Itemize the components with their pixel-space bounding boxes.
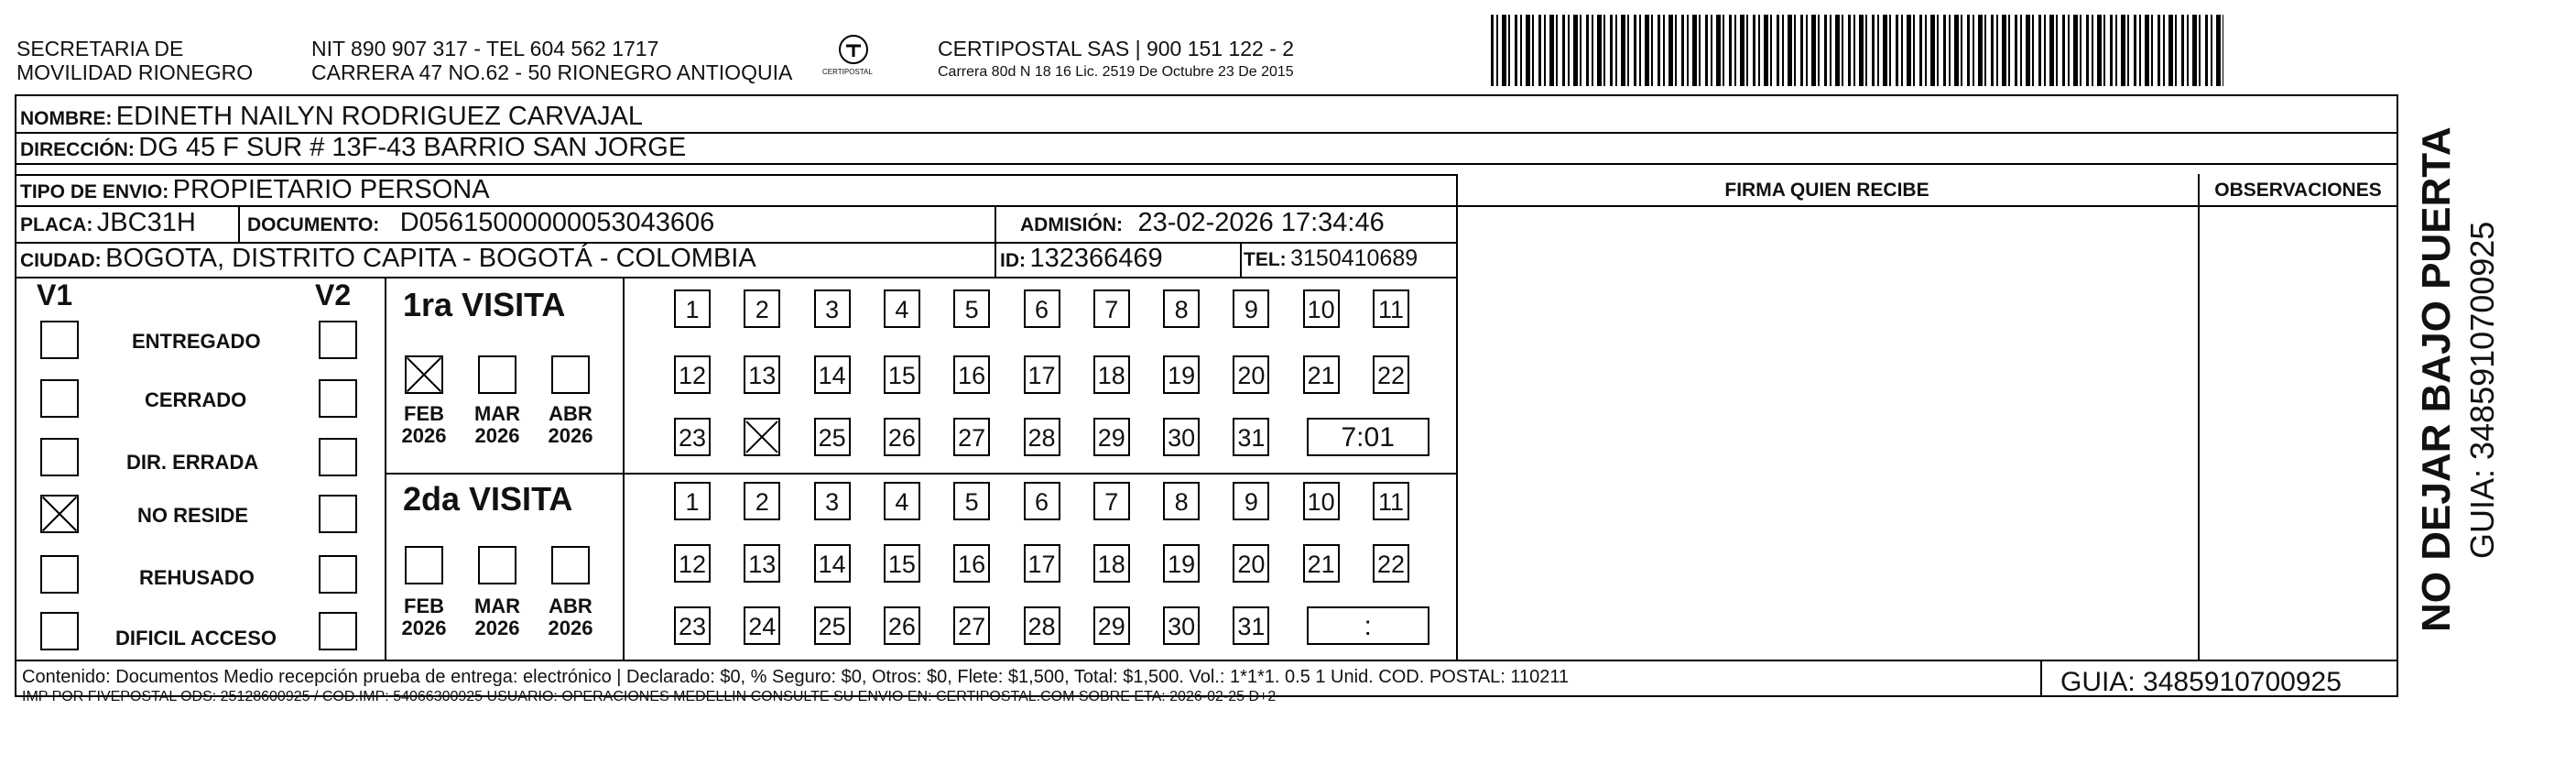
firma-area[interactable] [1458,207,2196,658]
visit1-feb-checkbox[interactable] [405,355,443,394]
visit2-day-20[interactable]: 20 [1233,544,1269,583]
visit2-abr-checkbox[interactable] [551,546,590,584]
address-line: CARRERA 47 NO.62 - 50 RIONEGRO ANTIOQUIA [311,60,793,84]
visit2-day-12[interactable]: 12 [674,544,711,583]
visit2-day-27[interactable]: 27 [953,606,990,645]
observaciones-area[interactable] [2200,207,2397,658]
visit2-day-4[interactable]: 4 [884,482,920,520]
v1-dificil-acceso-checkbox[interactable] [40,612,79,650]
status-dificil-acceso: DIFICIL ACCESO [115,627,277,649]
visit2-day-19[interactable]: 19 [1163,544,1200,583]
visit2-day-1[interactable]: 1 [674,482,711,520]
visit1-day-22[interactable]: 22 [1373,355,1409,394]
v2-cerrado-checkbox[interactable] [319,379,357,418]
v2-no-reside-checkbox[interactable] [319,495,357,533]
admision-label: ADMISIÓN: [1020,214,1123,235]
visit1-day-10[interactable]: 10 [1303,289,1340,328]
footer-content-line: Contenido: Documentos Medio recepción prueba de entrega: electrónico | Declarado: $0, % Seguro: $0, Otros: $0, Flete: $1,500, Total: $1,500. Vol.: 1*1*1. 0.5 1 Unid. COD. POSTAL: 110211 [22,667,1570,687]
status-entregado: ENTREGADO [132,330,261,353]
visit2-time-box[interactable]: : [1307,606,1429,645]
visit2-day-21[interactable]: 21 [1303,544,1340,583]
visit1-day-17[interactable]: 17 [1024,355,1060,394]
tipo-value: PROPIETARIO PERSONA [172,175,490,204]
visit2-feb-checkbox[interactable] [405,546,443,584]
visit2-month-feb: FEB 2026 [401,595,447,639]
visit2-day-16[interactable]: 16 [953,544,990,583]
visit2-title: 2da VISITA [403,480,573,518]
barcode [1491,15,2223,86]
v1-cerrado-checkbox[interactable] [40,379,79,418]
certipostal-line: CERTIPOSTAL SAS | 900 151 122 - 2 [938,37,1295,60]
visit2-day-14[interactable]: 14 [814,544,851,583]
side-warning: NO DEJAR BAJO PUERTA [2414,126,2459,632]
v2-label: V2 [315,278,352,311]
tel-label: TEL: [1244,249,1287,270]
visit1-title: 1ra VISITA [403,286,566,323]
tipo-label: TIPO DE ENVIO: [20,181,169,202]
admision-value: 23-02-2026 17:34:46 [1137,208,1385,237]
v1-dir-errada-checkbox[interactable] [40,438,79,476]
footer-guia: GUIA: 3485910700925 [2060,667,2342,697]
ciudad-label: CIUDAD: [20,250,102,271]
visit2-day-24[interactable]: 24 [744,606,780,645]
visit1-time-box[interactable]: 7:01 [1307,418,1429,456]
v2-entregado-checkbox[interactable] [319,321,357,359]
visit2-day-23[interactable]: 23 [674,606,711,645]
visit2-day-22[interactable]: 22 [1373,544,1409,583]
visit1-day-2[interactable]: 2 [744,289,780,328]
visit2-day-8[interactable]: 8 [1163,482,1200,520]
visit1-day-8[interactable]: 8 [1163,289,1200,328]
tel-field [1244,245,1418,276]
admision-field [1020,209,1385,241]
visit2-day-6[interactable]: 6 [1024,482,1060,520]
visit2-day-5[interactable]: 5 [953,482,990,520]
visit1-day-14[interactable]: 14 [814,355,851,394]
visit1-day-25[interactable]: 25 [814,418,851,456]
visit2-day-10[interactable]: 10 [1303,482,1340,520]
direccion-row [20,134,686,166]
visit1-day-12[interactable]: 12 [674,355,711,394]
tipo-row [20,176,490,208]
visit2-month-abr: ABR 2026 [548,595,593,639]
direccion-value: DG 45 F SUR # 13F-43 BARRIO SAN JORGE [138,133,687,162]
status-no-reside: NO RESIDE [137,504,249,527]
visit1-day-19[interactable]: 19 [1163,355,1200,394]
v2-dir-errada-checkbox[interactable] [319,438,357,476]
id-value: 132366469 [1029,244,1163,273]
visit1-day-29[interactable]: 29 [1093,418,1130,456]
v1-label: V1 [37,278,73,311]
visit2-day-26[interactable]: 26 [884,606,920,645]
visit1-day-26[interactable]: 26 [884,418,920,456]
placa-value: JBC31H [96,208,196,237]
v1-entregado-checkbox[interactable] [40,321,79,359]
observaciones-header: OBSERVACIONES [2214,180,2382,201]
visit2-mar-checkbox[interactable] [478,546,516,584]
visit1-day-21[interactable]: 21 [1303,355,1340,394]
visit2-day-3[interactable]: 3 [814,482,851,520]
v2-dificil-acceso-checkbox[interactable] [319,612,357,650]
visit1-day-4[interactable]: 4 [884,289,920,328]
visit1-month-feb: FEB 2026 [401,402,447,447]
logo-text: CERTIPOSTAL [822,68,873,76]
visit2-day-31[interactable]: 31 [1233,606,1269,645]
visit1-day-3[interactable]: 3 [814,289,851,328]
visit1-day-7[interactable]: 7 [1093,289,1130,328]
visit2-day-11[interactable]: 11 [1373,482,1409,520]
visit1-day-5[interactable]: 5 [953,289,990,328]
visit1-day-23[interactable]: 23 [674,418,711,456]
visit2-day-13[interactable]: 13 [744,544,780,583]
visit1-day-20[interactable]: 20 [1233,355,1269,394]
direccion-label: DIRECCIÓN: [20,139,135,160]
nombre-row [20,103,643,135]
visit1-day-1[interactable]: 1 [674,289,711,328]
nombre-value: EDINETH NAILYN RODRIGUEZ CARVAJAL [115,102,644,131]
documento-label: DOCUMENTO: [247,214,380,235]
visit1-day-31[interactable]: 31 [1233,418,1269,456]
visit1-day-27[interactable]: 27 [953,418,990,456]
visit1-mar-checkbox[interactable] [478,355,516,394]
id-label: ID: [1000,250,1026,271]
visit2-day-29[interactable]: 29 [1093,606,1130,645]
side-guia: GUIA: 3485910700925 [2463,221,2501,559]
visit1-abr-checkbox[interactable] [551,355,590,394]
visit2-day-17[interactable]: 17 [1024,544,1060,583]
status-cerrado: CERRADO [145,388,247,411]
visit1-day-13[interactable]: 13 [744,355,780,394]
v1-no-reside-checkbox[interactable] [40,495,79,533]
visit1-day-16[interactable]: 16 [953,355,990,394]
nombre-label: NOMBRE: [20,108,113,129]
visit2-day-7[interactable]: 7 [1093,482,1130,520]
visit2-day-25[interactable]: 25 [814,606,851,645]
visit1-day-11[interactable]: 11 [1373,289,1409,328]
footer-print-line: IMP POR FIVEPOSTAL ODS: 25128600925 / COD.IMP: 54066300925 USUARIO: OPERACIONES MEDELLIN CONSULTE SU ENVIO EN: CERTIPOSTAL.COM SOBRE ETA: 2026-02-25 D+2 [22,689,1277,704]
placa-field [20,209,196,241]
org-name-line2: MOVILIDAD RIONEGRO [16,60,254,84]
license-line: Carrera 80d N 18 16 Lic. 2519 De Octubre 23 De 2015 [938,64,1294,80]
documento-field [247,209,714,241]
visit2-day-28[interactable]: 28 [1024,606,1060,645]
visit2-day-18[interactable]: 18 [1093,544,1130,583]
documento-value: D05615000000053043606 [399,208,715,237]
tel-value: 3150410689 [1290,246,1418,271]
visit1-day-28[interactable]: 28 [1024,418,1060,456]
placa-label: PLACA: [20,214,93,235]
visit2-day-2[interactable]: 2 [744,482,780,520]
firma-header: FIRMA QUIEN RECIBE [1724,180,1929,201]
certipostal-logo [835,33,872,70]
visit1-day-6[interactable]: 6 [1024,289,1060,328]
status-dir-errada: DIR. ERRADA [126,451,259,474]
visit1-day-18[interactable]: 18 [1093,355,1130,394]
visit1-month-mar: MAR 2026 [473,402,521,447]
visit1-month-abr: ABR 2026 [548,402,593,447]
visit1-day-9[interactable]: 9 [1233,289,1269,328]
visit2-month-mar: MAR 2026 [473,595,521,639]
id-field [1000,245,1163,277]
visit2-day-15[interactable]: 15 [884,544,920,583]
visit1-day-15[interactable]: 15 [884,355,920,394]
ciudad-row [20,245,756,277]
status-rehusado: REHUSADO [139,566,255,589]
v2-rehusado-checkbox[interactable] [319,555,357,594]
visit2-day-30[interactable]: 30 [1163,606,1200,645]
visit1-day-30[interactable]: 30 [1163,418,1200,456]
visit2-day-9[interactable]: 9 [1233,482,1269,520]
visit1-day-24[interactable] [744,418,780,456]
nit-line: NIT 890 907 317 - TEL 604 562 1717 [311,37,659,60]
v1-rehusado-checkbox[interactable] [40,555,79,594]
org-name-line1: SECRETARIA DE [16,37,184,60]
ciudad-value: BOGOTA, DISTRITO CAPITA - BOGOTÁ - COLOMBIA [105,244,756,273]
